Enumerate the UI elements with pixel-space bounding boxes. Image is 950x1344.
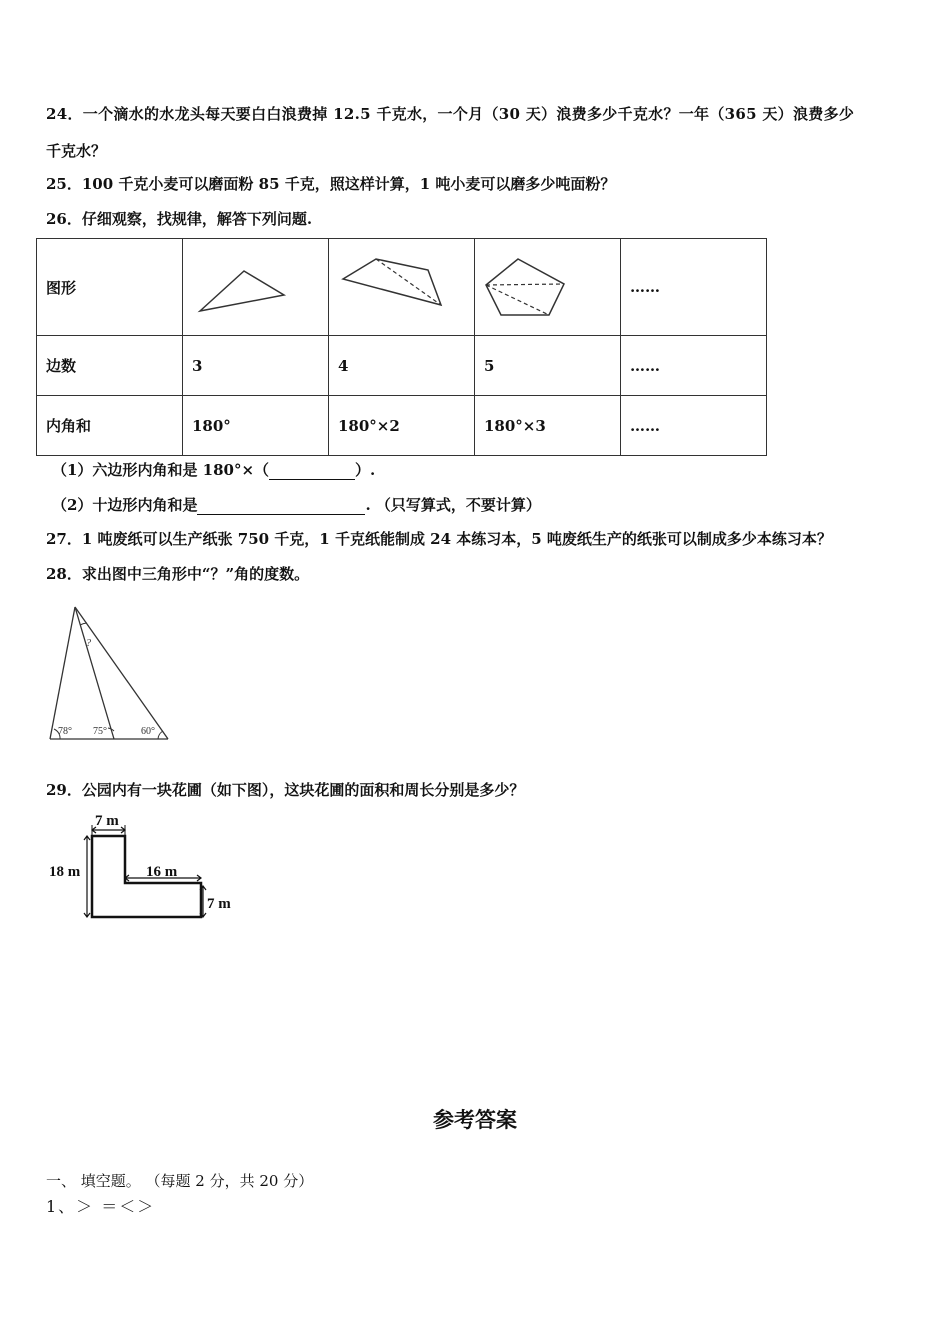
sub-question-1-prefix: （1）六边形内角和是 180°×（ [52, 461, 270, 479]
row-label-shape: 图形 [37, 239, 183, 336]
sides-cell: 4 [329, 336, 475, 396]
left-height-label: 18 m [49, 864, 81, 880]
triangle-figure [46, 603, 186, 748]
shape-quadrilateral [329, 239, 475, 336]
answer-key-title: 参考答案 [433, 1107, 517, 1132]
inner-width-label: 16 m [146, 864, 178, 880]
right-height-label: 7 m [207, 896, 231, 912]
question-29: 29．公园内有一块花圃（如下图），这块花圃的面积和周长分别是多少？ [46, 781, 525, 799]
answer-blank-2[interactable] [197, 496, 365, 515]
pattern-table [36, 238, 767, 456]
shape-triangle [183, 239, 329, 336]
angle-60-label: 60° [141, 726, 155, 737]
angle-sum-cell: …… [621, 396, 767, 456]
unknown-angle-label: ? [86, 638, 91, 649]
garden-figure [46, 810, 246, 925]
angle-sum-cell: 180°×2 [329, 396, 475, 456]
sides-cell: …… [621, 336, 767, 396]
question-26: 26．仔细观察，找规律，解答下列问题. [46, 210, 313, 228]
top-width-label: 7 m [95, 813, 119, 829]
row-label-sides: 边数 [37, 336, 183, 396]
sub-question-2-suffix: . （只写算式，不要计算） [365, 496, 541, 514]
shape-pentagon [475, 239, 621, 336]
answer-section-1-heading: 一、 填空题。 （每题 2 分，共 20 分） [46, 1172, 314, 1190]
shape-ellipsis: …… [621, 239, 767, 336]
question-24-line1: 24．一个滴水的水龙头每天要白白浪费掉 12.5 千克水，一个月（30 天）浪费多少千克水？一年（365 天）浪费多少 [46, 105, 855, 123]
angle-sum-cell: 180° [183, 396, 329, 456]
row-label-angle-sum: 内角和 [37, 396, 183, 456]
angle-75-label: 75° [93, 726, 107, 737]
sub-question-1 [52, 459, 375, 480]
answer-1: 1、＞ ＝＜＞ [46, 1197, 156, 1216]
sides-cell: 3 [183, 336, 329, 396]
sub-question-2-prefix: （2）十边形内角和是 [52, 496, 198, 514]
angle-sum-cell: 180°×3 [475, 396, 621, 456]
question-28: 28．求出图中三角形中“？”角的度数。 [46, 565, 310, 583]
answer-blank-1[interactable] [269, 461, 355, 480]
sub-question-1-suffix: ）. [355, 461, 376, 479]
question-27: 27．1 吨废纸可以生产纸张 750 千克，1 千克纸能制成 24 本练习本，5 吨废纸生产的纸张可以制成多少本练习本？ [46, 530, 832, 548]
sub-question-2 [52, 494, 541, 515]
question-24-line2: 千克水？ [46, 142, 107, 160]
question-25: 25．100 千克小麦可以磨面粉 85 千克，照这样计算，1 吨小麦可以磨多少吨面粉？ [46, 175, 616, 193]
angle-78-label: 78° [58, 726, 72, 737]
sides-cell: 5 [475, 336, 621, 396]
